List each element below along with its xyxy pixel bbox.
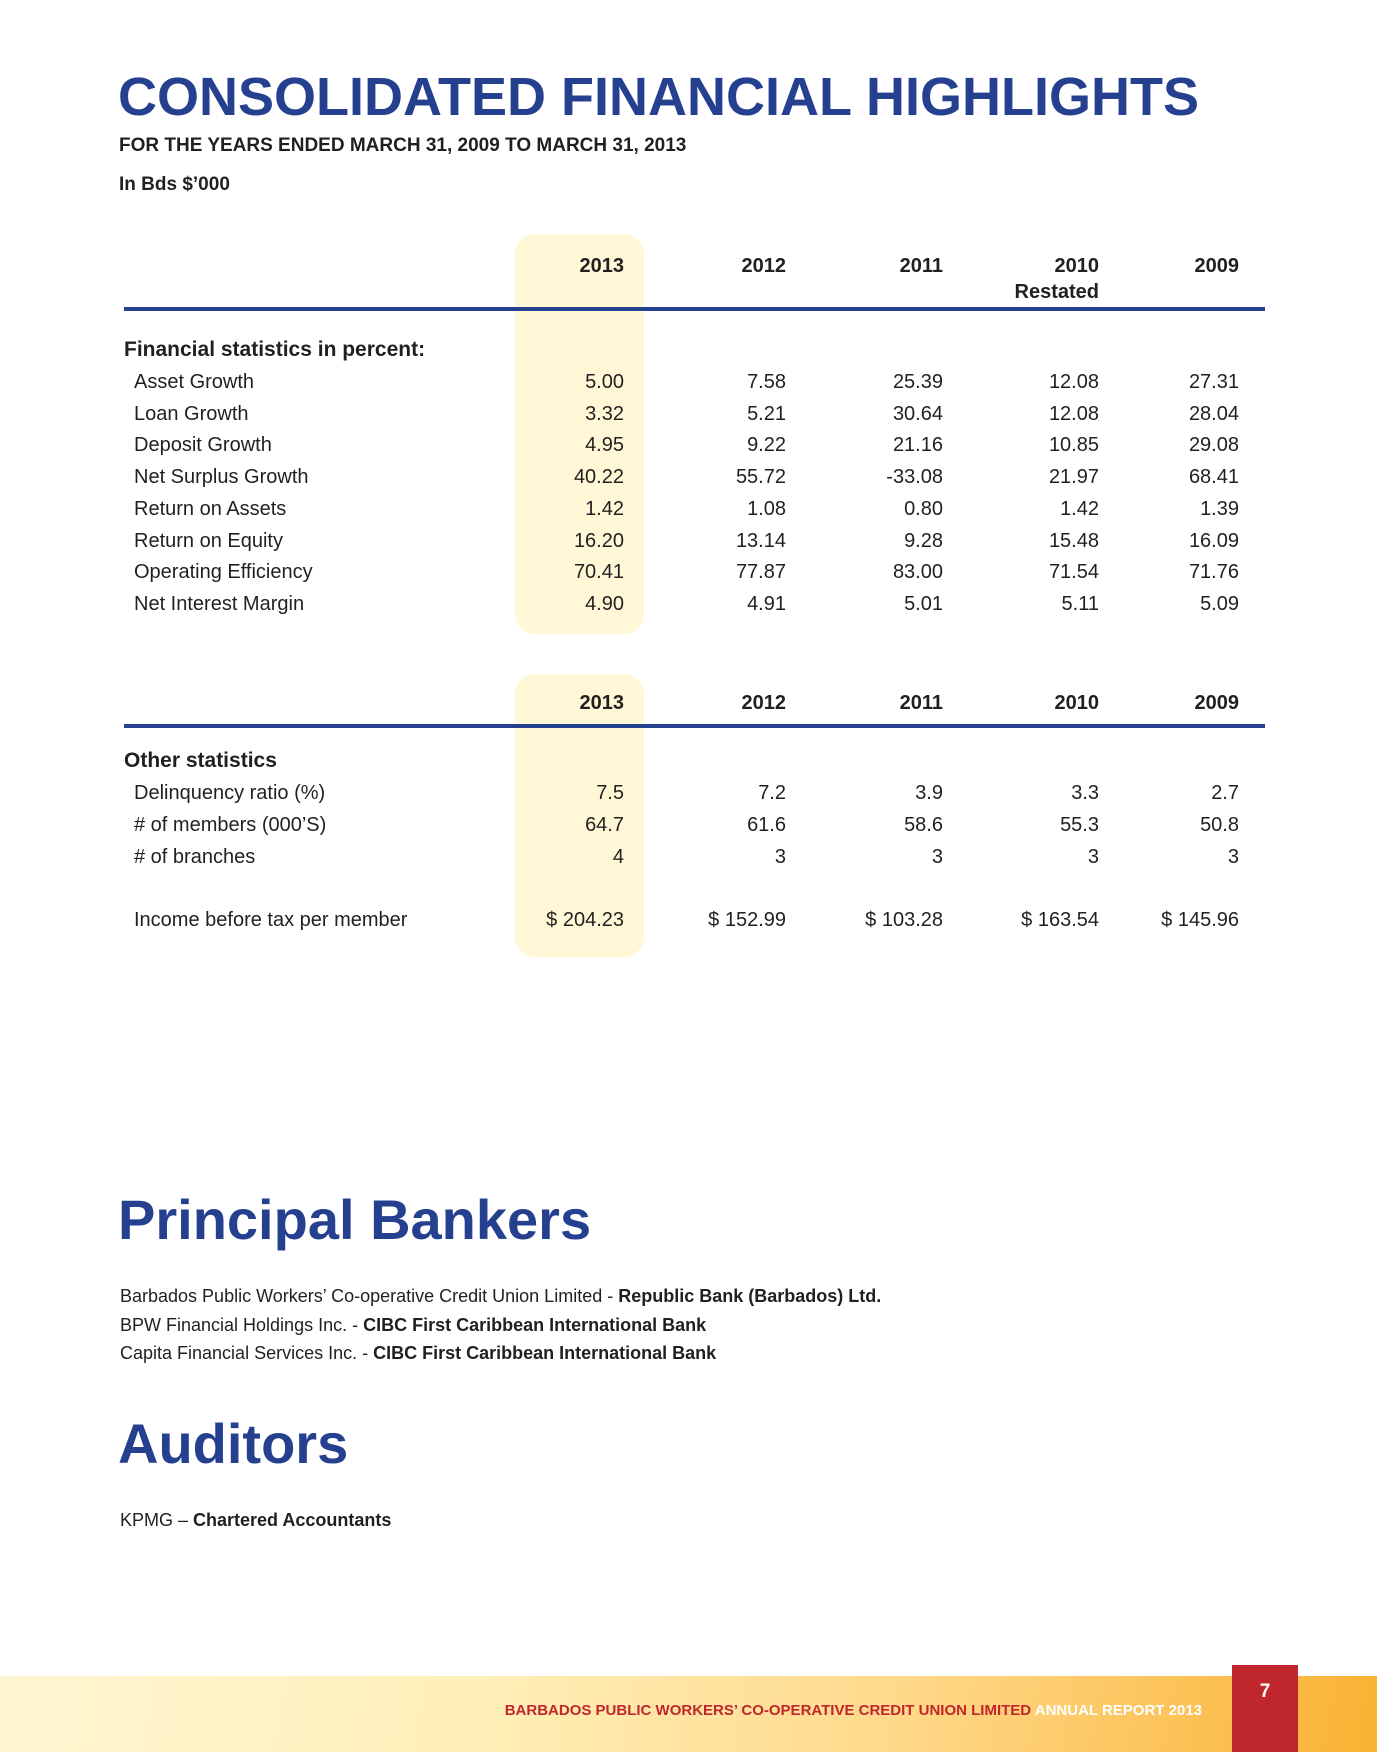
table2-cell: 7.2 (758, 782, 786, 804)
table2-row-label: Delinquency ratio (%) (134, 782, 326, 804)
table1-column-header: 2013 (579, 255, 624, 277)
footer-text (505, 1702, 1202, 1719)
table2-column-header: 2012 (741, 692, 786, 714)
table1-cell: 40.22 (573, 466, 624, 489)
table1-cell: 29.08 (1188, 434, 1239, 457)
table1-cell: 13.14 (735, 529, 786, 552)
table1-cell: 5.09 (1200, 592, 1239, 615)
table1-cell: 4.90 (585, 592, 624, 615)
table2-cell: 64.7 (585, 814, 624, 836)
table1-row-label: Loan Growth (134, 402, 249, 425)
table2-cell: 58.6 (904, 814, 943, 836)
table1-cell: 21.97 (1048, 466, 1099, 489)
footer-report: ANNUAL REPORT 2013 (1031, 1702, 1202, 1719)
table1-cell: 55.72 (735, 466, 786, 489)
table1-cell: 71.54 (1048, 561, 1099, 584)
table1-row-label: Return on Equity (134, 529, 283, 552)
table2-cell: 50.8 (1200, 814, 1239, 836)
table2-section-label: Other statistics (124, 749, 277, 772)
table1-cell: 83.00 (892, 561, 943, 584)
table1-cell: 1.42 (1060, 497, 1099, 520)
table2-column-header: 2013 (579, 692, 624, 714)
table1-cell: 3.32 (585, 402, 624, 425)
table1-cell: 1.42 (585, 497, 624, 520)
table1-column-header: 2011 (899, 255, 943, 277)
table1-header-rule (124, 307, 1265, 311)
table2-cell: 55.3 (1060, 814, 1099, 836)
table2-cell: 3.9 (915, 782, 943, 804)
footer-org: BARBADOS PUBLIC WORKERS’ CO-OPERATIVE CREDIT UNION LIMITED (504, 1702, 1032, 1719)
table2-row-label: # of branches (134, 846, 256, 868)
table2-cell: 4 (612, 846, 624, 868)
table2-cell: $ 152.99 (708, 909, 786, 931)
table1-row-label: Operating Efficiency (134, 561, 313, 584)
table1-cell: 4.91 (747, 592, 786, 615)
bankers-heading: Principal Bankers (118, 1188, 592, 1251)
table1-restated-note: Restated (1014, 281, 1099, 303)
table1-cell: 30.64 (892, 402, 943, 425)
banker-line (120, 1341, 716, 1365)
table2-column-header: 2009 (1194, 692, 1239, 714)
banker-entity: BPW Financial Holdings Inc. - (120, 1314, 364, 1335)
table1-column-header: 2009 (1194, 255, 1239, 277)
table1-cell: 12.08 (1048, 371, 1099, 393)
table2-cell: 3 (774, 846, 786, 868)
table2-cell: 3 (1227, 846, 1239, 868)
banker-line (120, 1284, 881, 1308)
table1-column-header: 2012 (741, 255, 786, 277)
table1-cell: 16.09 (1188, 529, 1239, 552)
banker-entity: Capita Financial Services Inc. - (120, 1343, 374, 1363)
banker-entity: Barbados Public Workers’ Co-operative Credit Union Limited - (120, 1286, 619, 1306)
table1-row-label: Deposit Growth (134, 434, 272, 457)
banker-bank: CIBC First Caribbean International Bank (373, 1343, 717, 1363)
table1-row-label: Net Surplus Growth (134, 466, 309, 489)
table1-cell: 1.08 (747, 497, 786, 520)
table2-cell: 61.6 (747, 814, 786, 836)
table1-row-label: Asset Growth (134, 371, 255, 393)
table2-cell: $ 103.28 (865, 909, 943, 931)
table2-cell: $ 145.96 (1161, 909, 1239, 931)
table1-cell: 15.48 (1048, 529, 1099, 552)
table1-cell: 12.08 (1048, 402, 1099, 425)
table1-cell: 28.04 (1188, 402, 1239, 425)
table1-cell: 25.39 (892, 371, 943, 393)
table2-column-header: 2011 (899, 692, 943, 714)
table1-cell: 0.80 (904, 497, 943, 520)
table2-column-header: 2010 (1054, 692, 1099, 714)
page-number: 7 (1259, 1681, 1271, 1702)
table2-row-label: Income before tax per member (134, 909, 408, 931)
page-number-box (1232, 1665, 1298, 1752)
table1-cell: 1.39 (1200, 497, 1239, 520)
table1-cell: 77.87 (735, 561, 786, 584)
table1-cell: 70.41 (573, 561, 624, 584)
table2-cell: 3.3 (1071, 782, 1099, 804)
table1-cell: 16.20 (573, 529, 624, 552)
auditor-type: Chartered Accountants (193, 1510, 392, 1530)
page-title: CONSOLIDATED FINANCIAL HIGHLIGHTS (118, 67, 1199, 127)
banker-bank: CIBC First Caribbean International Bank (363, 1314, 707, 1335)
table2-cell: $ 204.23 (546, 909, 624, 931)
table1-cell: 68.41 (1188, 466, 1239, 489)
table1-cell: 9.28 (904, 529, 943, 552)
table1-cell: 27.31 (1188, 371, 1239, 393)
table1-cell: 10.85 (1048, 434, 1099, 457)
auditor-firm: KPMG – (120, 1510, 194, 1530)
table1-cell: 71.76 (1188, 561, 1239, 584)
table2-header-rule (124, 724, 1265, 728)
table2-cell: $ 163.54 (1021, 909, 1099, 931)
units-note: In Bds $’000 (119, 174, 230, 195)
table1-cell: 7.58 (747, 371, 786, 393)
table1-section-label: Financial statistics in percent: (124, 338, 426, 361)
table1-cell: 5.01 (904, 592, 943, 615)
table1-cell: 4.95 (585, 434, 624, 457)
table2-cell: 7.5 (596, 782, 624, 804)
table1-cell: 5.11 (1061, 592, 1099, 615)
auditors-line (120, 1508, 391, 1532)
table2-cell: 2.7 (1211, 782, 1239, 804)
page-subtitle: FOR THE YEARS ENDED MARCH 31, 2009 TO MARCH 31, 2013 (119, 135, 687, 156)
table1-cell: -33.08 (886, 466, 943, 489)
auditors-heading: Auditors (118, 1412, 349, 1475)
table1-row-label: Return on Assets (134, 497, 287, 520)
table1-column-header: 2010 (1054, 255, 1099, 277)
table1-cell: 5.00 (585, 371, 624, 393)
table1-cell: 9.22 (747, 434, 786, 457)
table1-row-label: Net Interest Margin (134, 592, 305, 615)
banker-bank: Republic Bank (Barbados) Ltd. (618, 1286, 882, 1306)
table2-cell: 3 (931, 846, 943, 868)
banker-line (120, 1313, 706, 1337)
table2-cell: 3 (1087, 846, 1099, 868)
table2-row-label: # of members (000’S) (134, 814, 327, 836)
table1-cell: 21.16 (892, 434, 943, 457)
table1-cell: 5.21 (747, 402, 786, 425)
